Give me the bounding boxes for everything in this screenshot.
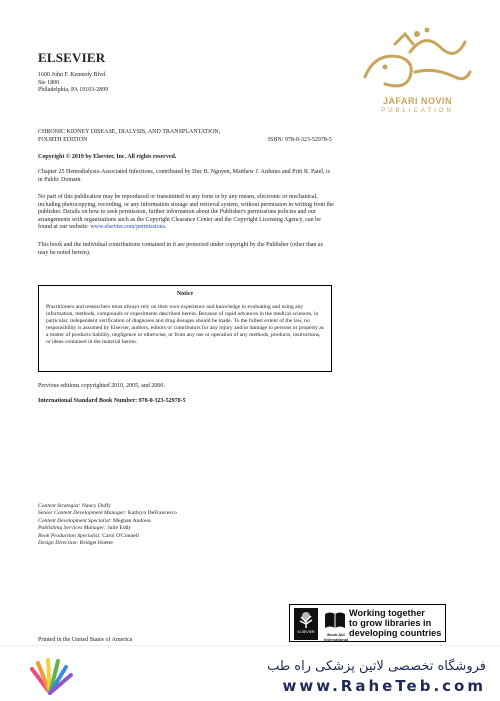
- credit-role: Publishing Services Manager:: [38, 525, 107, 532]
- credit-role: Design Direction:: [38, 540, 79, 547]
- protection-paragraph: This book and the individual contributions contained in it are protected under copyright by the Publisher (other than as may be noted herein).: [38, 242, 323, 256]
- store-url[interactable]: www.RaheTeb.com: [282, 677, 486, 695]
- credit-role: Content Strategist:: [38, 503, 81, 509]
- store-name-persian: فروشگاه تخصصی لاتین پزشکی راه طب: [267, 659, 486, 674]
- book-title: CHRONIC KIDNEY DISEASE, DIALYSIS, AND TRANSPLANTATION, FOURTH EDITION: [38, 129, 221, 143]
- credit-name: Julie Eddy: [107, 525, 132, 532]
- isbn-top: ISBN: 978-0-323-52978-5: [268, 137, 332, 143]
- colorful-fan-logo-icon: [26, 655, 74, 695]
- chapter-note: Chapter 25 Hemodialysis-Associated Infections, contributed by Duc B. Nguyen, Matthew J. Arduino and Priti R. Patel, is in Public Domain.: [38, 169, 330, 183]
- printed-in: Printed in the United States of America: [38, 637, 133, 643]
- permissions-text: No part of this publication may be reproduced or transmitted in any form or by any means, electronic or mechanical, including photocopying, recording, or any information storage and retrieval system, without permission in writing from the publisher. Details on how to seek permission, further information about the Publisher's permissions policies and our arrangements with organizations such as the Copyright Clearance Center and the Copyright Licensing Agency, can be found at our website:: [38, 194, 334, 231]
- credit-item: [38, 540, 177, 547]
- credit-name: Meghan Andress: [113, 517, 151, 524]
- credit-role: Book Production Specialist:: [38, 532, 101, 539]
- credit-name: Kathryn DeFrancesco: [127, 510, 177, 517]
- book-aid-badge: [289, 604, 446, 642]
- address-line: 1600 John F. Kennedy Blvd.: [38, 72, 107, 78]
- credit-item: [38, 510, 177, 517]
- publisher-name: ELSEVIER: [38, 50, 106, 65]
- tree-icon: [294, 608, 318, 632]
- elsevier-tree-icon: [294, 608, 318, 640]
- tagline-line: Working together: [349, 608, 425, 618]
- credit-item: [38, 533, 177, 540]
- credit-role: Senior Content Development Manager:: [38, 510, 127, 517]
- notice-box: [38, 285, 332, 372]
- notice-body: Practitioners and researchers must always rely on their own experience and knowledge in evaluating and using any information, methods, compounds or experiments described herein. Because of rapid advances in the medical sciences, in particular, independent verification of diagnoses and drug dosages should be made. To the fullest extent of the law, no responsibility is assumed by Elsevier, authors, editors or contributors for any injury and/or damage to persons or property as a matter of products liability, negligence or otherwise, or from any use or operation of any methods, products, instructions, or ideas contained in the material herein.: [46, 304, 324, 346]
- permissions-paragraph: [38, 194, 334, 232]
- notice-title: Notice: [176, 291, 194, 297]
- tagline-line: to grow libraries in: [349, 618, 432, 628]
- credit-name: Nancy Duffy: [81, 503, 112, 509]
- permissions-link[interactable]: www.elsevier.com/permissions: [90, 224, 165, 231]
- credit-item: [38, 518, 177, 525]
- credits-list: [38, 503, 177, 547]
- badge-tagline: [349, 608, 441, 638]
- credit-role: Content Development Specialist:: [38, 517, 112, 524]
- open-book-icon: [323, 608, 347, 632]
- isbn-line: International Standard Book Number: 978-0-323-52978-5: [38, 398, 186, 404]
- elsevier-label: ELSEVIER: [297, 630, 315, 634]
- store-footer: [0, 645, 500, 701]
- permissions-end: .: [164, 224, 167, 231]
- copyright-line: Copyright © 2019 by Elsevier, Inc. All rights reserved.: [38, 154, 177, 160]
- previous-editions: Previous editions copyrighted 2010, 2005, and 2000.: [38, 383, 165, 389]
- logo-subtitle: PUBLICATION: [381, 108, 454, 114]
- jafari-novin-logo: [355, 22, 480, 122]
- publisher-address: [38, 72, 108, 95]
- credit-item: [38, 503, 177, 510]
- credit-name: Carol O'Connell: [102, 532, 139, 539]
- calligraphy-logo-icon: [355, 22, 480, 96]
- credit-name: Bridget Hoette: [79, 540, 113, 547]
- credit-item: [38, 525, 177, 532]
- book-aid-label: Book Aid International: [323, 632, 348, 642]
- address-line: Philadelphia, PA 19103-2899: [38, 87, 109, 93]
- address-line: Ste 1800: [38, 79, 60, 86]
- logo-brand: JAFARI NOVIN: [382, 96, 452, 106]
- tagline-line: developing countries: [349, 628, 442, 638]
